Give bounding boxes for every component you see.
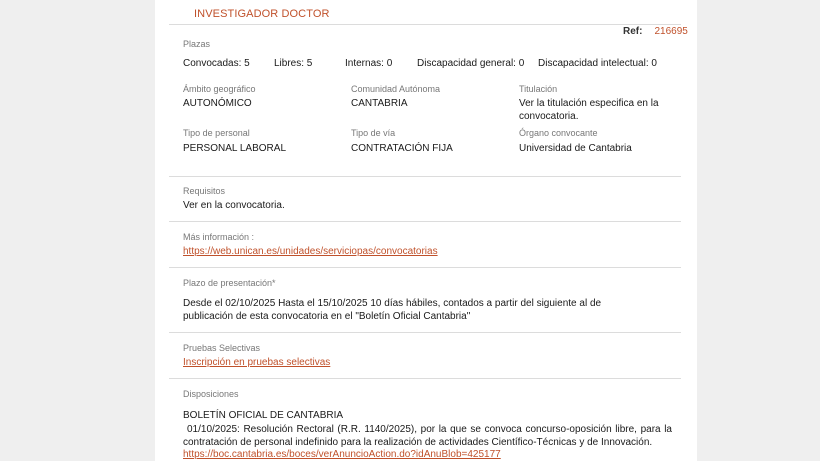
divider xyxy=(169,267,681,268)
requisitos-label: Requisitos xyxy=(183,186,226,196)
divider xyxy=(169,24,681,25)
plazas-convocadas: Convocadas: 5 xyxy=(183,58,250,69)
plazas-discapacidad-general: Discapacidad general: 0 xyxy=(417,58,525,69)
tipo-personal-label: Tipo de personal xyxy=(183,128,250,138)
organo-label: Órgano convocante xyxy=(519,128,598,138)
plazas-libres: Libres: 5 xyxy=(274,58,313,69)
divider xyxy=(169,176,681,177)
comunidad-value: CANTABRIA xyxy=(351,98,408,109)
titulacion-label: Titulación xyxy=(519,84,558,94)
disposiciones-label: Disposiciones xyxy=(183,389,239,399)
disposicion-text: 01/10/2025: Resolución Rectoral (R.R. 1140/2025), por la que se convoca concurso-oposición libre, para la contratación de personal indefinido para la realización de actividades Científico-Técnicas y de Innovación. xyxy=(183,424,672,448)
tipo-via-value: CONTRATACIÓN FIJA xyxy=(351,143,453,154)
boletin-title: BOLETÍN OFICIAL DE CANTABRIA xyxy=(183,410,344,421)
plazo-label: Plazo de presentación* xyxy=(183,278,276,288)
ref-value: 216695 xyxy=(654,26,688,37)
organo-value: Universidad de Cantabria xyxy=(519,143,632,154)
divider xyxy=(169,378,681,379)
pruebas-label: Pruebas Selectivas xyxy=(183,343,261,353)
plazas-discapacidad-intelectual: Discapacidad intelectual: 0 xyxy=(538,58,657,69)
mas-info-link[interactable]: https://web.unican.es/unidades/serviciopas/convocatorias xyxy=(183,246,438,257)
divider xyxy=(169,221,681,222)
tipo-personal-value: PERSONAL LABORAL xyxy=(183,143,287,154)
ambito-value: AUTONÓMICO xyxy=(183,98,252,109)
plazo-text: Desde el 02/10/2025 Hasta el 15/10/2025 10 días hábiles, contados a partir del siguiente al de publicación de esta convocatoria en el "Boletín Oficial Cantabria" xyxy=(183,298,602,322)
tipo-via-label: Tipo de vía xyxy=(351,128,396,138)
job-offer-card xyxy=(155,0,697,461)
ambito-label: Ámbito geográfico xyxy=(183,84,256,94)
titulacion-value: Ver la titulación especifica en la convocatoria. xyxy=(519,98,659,122)
divider xyxy=(169,332,681,333)
mas-info-label: Más información : xyxy=(183,232,255,242)
ref-label: Ref: xyxy=(623,26,643,37)
disposicion-link[interactable]: https://boc.cantabria.es/boces/verAnuncioAction.do?idAnuBlob=425177 xyxy=(183,449,501,460)
reference xyxy=(623,26,688,37)
plazas-internas: Internas: 0 xyxy=(345,58,393,69)
plazas-label: Plazas xyxy=(183,39,211,49)
pruebas-link[interactable]: Inscripción en pruebas selectivas xyxy=(183,357,331,368)
comunidad-label: Comunidad Autónoma xyxy=(351,84,441,94)
requisitos-value: Ver en la convocatoria. xyxy=(183,200,285,211)
job-title: INVESTIGADOR DOCTOR xyxy=(194,8,330,20)
